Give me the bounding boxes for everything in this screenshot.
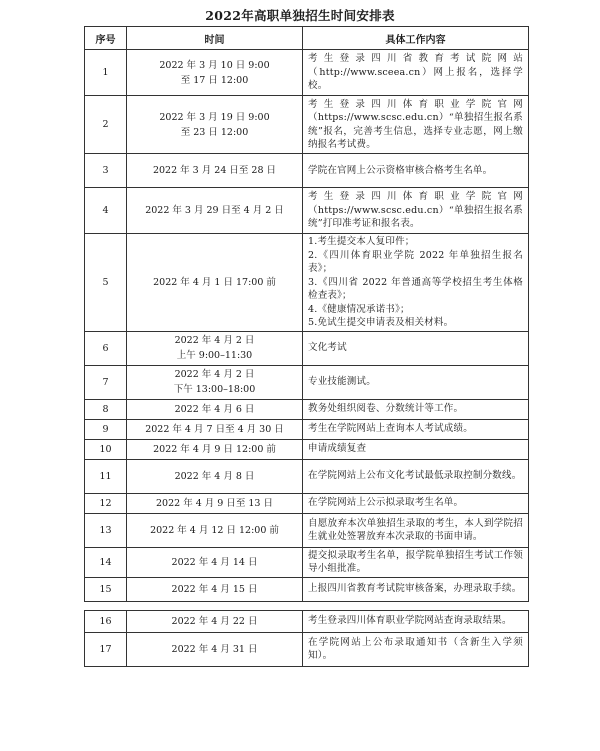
row-number: 1 <box>85 50 127 96</box>
content-line: 3.《四川省 2022 年普通高等学校招生考生体格检查表》； <box>308 276 523 301</box>
table-row <box>85 154 529 188</box>
content-line: 提交拟录取考生名单，报学院单独招生考试工作领导小组批准。 <box>308 549 523 574</box>
time-line: 2022 年 4 月 15 日 <box>171 583 258 595</box>
row-number: 9 <box>85 419 127 439</box>
table-body <box>85 50 529 667</box>
row-number: 14 <box>85 547 127 577</box>
row-time <box>127 547 303 577</box>
time-line: 2022 年 4 月 9 日至 13 日 <box>156 497 273 509</box>
content-line: 考生登录四川省教育考试院网站（http://www.sceea.cn）网上报名，选择学校。 <box>308 53 523 92</box>
row-number: 12 <box>85 493 127 513</box>
row-content <box>303 154 529 188</box>
row-time <box>127 399 303 419</box>
content-line: 专业技能测试。 <box>308 376 376 388</box>
time-line: 2022 年 4 月 8 日 <box>174 470 255 482</box>
time-line: 2022 年 4 月 2 日 <box>174 335 255 346</box>
row-number: 6 <box>85 331 127 365</box>
table-row <box>85 610 529 632</box>
table-row <box>85 459 529 493</box>
row-content <box>303 50 529 96</box>
content-line: 自愿放弃本次单独招生录取的考生，本人到学院招生就业处签署放弃本次录取的书面申请。 <box>308 517 523 542</box>
time-line: 2022 年 3 月 29 日至 4 月 2 日 <box>145 205 284 216</box>
table-row <box>85 50 529 96</box>
row-number: 10 <box>85 439 127 459</box>
table-row <box>85 234 529 332</box>
table-row <box>85 188 529 234</box>
row-number: 3 <box>85 154 127 188</box>
table-row <box>85 419 529 439</box>
row-time <box>127 513 303 547</box>
time-line: 2022 年 4 月 2 日 <box>174 369 255 380</box>
content-line: 文化考试 <box>308 342 347 354</box>
content-line: 教务处组织阅卷、分数统计等工作。 <box>308 403 464 415</box>
table-row <box>85 513 529 547</box>
row-time <box>127 419 303 439</box>
table-row <box>85 547 529 577</box>
content-line: 考生登录四川体育职业学院网站查询录取结果。 <box>308 615 512 627</box>
row-content <box>303 439 529 459</box>
row-content <box>303 610 529 632</box>
time-line: 2022 年 4 月 31 日 <box>171 643 258 655</box>
schedule-table <box>84 26 529 667</box>
time-line: 至 17 日 12:00 <box>180 74 249 86</box>
row-number: 8 <box>85 399 127 419</box>
content-line: 4.《健康情况承诺书》； <box>308 303 410 315</box>
content-line: 在学院网站上公布录取通知书（含新生入学须知）。 <box>308 636 523 661</box>
row-number: 16 <box>85 610 127 632</box>
time-line: 2022 年 4 月 7 日至 4 月 30 日 <box>145 423 284 435</box>
content-line: 在学院网站上公布文化考试最低录取控制分数线。 <box>308 470 522 482</box>
row-number: 4 <box>85 188 127 234</box>
table-row <box>85 399 529 419</box>
table-row <box>85 365 529 399</box>
row-content <box>303 419 529 439</box>
table-row <box>85 439 529 459</box>
row-time <box>127 50 303 96</box>
row-content <box>303 365 529 399</box>
row-gap <box>85 601 529 610</box>
row-time <box>127 610 303 632</box>
row-time <box>127 96 303 154</box>
time-line: 2022 年 4 月 22 日 <box>171 615 258 627</box>
header-row <box>85 27 529 50</box>
row-time <box>127 154 303 188</box>
row-content <box>303 331 529 365</box>
time-line: 2022 年 4 月 14 日 <box>171 556 258 568</box>
page-title: 2022年高职单独招生时间安排表 <box>205 8 395 23</box>
row-content <box>303 632 529 666</box>
content-line: 上报四川省教育考试院审核备案，办理录取手续。 <box>308 583 522 595</box>
header-no: 序号 <box>85 27 127 50</box>
time-line: 上午 9:00–11:30 <box>176 350 253 361</box>
time-line: 2022 年 3 月 10 日 9:00 <box>159 59 270 71</box>
row-time <box>127 632 303 666</box>
row-content <box>303 399 529 419</box>
row-content <box>303 513 529 547</box>
time-line: 2022 年 4 月 6 日 <box>174 403 255 415</box>
row-time <box>127 577 303 601</box>
content-line: 2.《四川体育职业学院 2022 年单独招生报名表》； <box>308 249 523 274</box>
content-line: 考生登录四川体育职业学院官网（https://www.scsc.edu.cn）“单独招生报名系统”报名，完善考生信息，选择专业志愿，网上缴纳报名考试费。 <box>308 98 523 150</box>
header-time: 时间 <box>127 27 303 50</box>
row-content <box>303 577 529 601</box>
row-content <box>303 188 529 234</box>
table-row <box>85 577 529 601</box>
row-content <box>303 459 529 493</box>
table-row <box>85 493 529 513</box>
row-time <box>127 365 303 399</box>
header-content: 具体工作内容 <box>303 27 529 50</box>
row-content <box>303 493 529 513</box>
time-line: 2022 年 4 月 9 日 12:00 前 <box>153 443 276 455</box>
row-number: 13 <box>85 513 127 547</box>
row-number: 11 <box>85 459 127 493</box>
row-time <box>127 493 303 513</box>
time-line: 2022 年 4 月 12 日 12:00 前 <box>150 524 279 536</box>
table-row <box>85 96 529 154</box>
row-time <box>127 234 303 332</box>
row-content <box>303 234 529 332</box>
time-line: 至 23 日 12:00 <box>180 126 249 138</box>
row-number: 15 <box>85 577 127 601</box>
row-content <box>303 96 529 154</box>
row-content <box>303 547 529 577</box>
row-time <box>127 439 303 459</box>
content-line: 考生在学院网站上查询本人考试成绩。 <box>308 423 473 435</box>
table-row <box>85 632 529 666</box>
content-line: 1.考生提交本人复印件； <box>308 236 415 247</box>
content-line: 申请成绩复查 <box>308 443 367 455</box>
time-line: 2022 年 3 月 24 日至 28 日 <box>152 165 277 176</box>
row-number: 17 <box>85 632 127 666</box>
content-line: 在学院网站上公示拟录取考生名单。 <box>308 497 464 509</box>
row-number: 7 <box>85 365 127 399</box>
time-line: 2022 年 3 月 19 日 9:00 <box>159 111 270 123</box>
row-time <box>127 459 303 493</box>
content-line: 学院在官网上公示资格审核合格考生名单。 <box>308 164 493 176</box>
table-row <box>85 331 529 365</box>
row-time <box>127 188 303 234</box>
content-line: 考生登录四川体育职业学院官网（https://www.scsc.edu.cn）“单独招生报名系统”打印准考证和报名表。 <box>308 191 523 230</box>
content-line: 5.免试生提交申请表及相关材料。 <box>308 317 454 328</box>
row-number: 5 <box>85 234 127 332</box>
time-line: 下午 13:00–18:00 <box>173 384 256 395</box>
row-time <box>127 331 303 365</box>
row-number: 2 <box>85 96 127 154</box>
time-line: 2022 年 4 月 1 日 17:00 前 <box>153 276 276 288</box>
